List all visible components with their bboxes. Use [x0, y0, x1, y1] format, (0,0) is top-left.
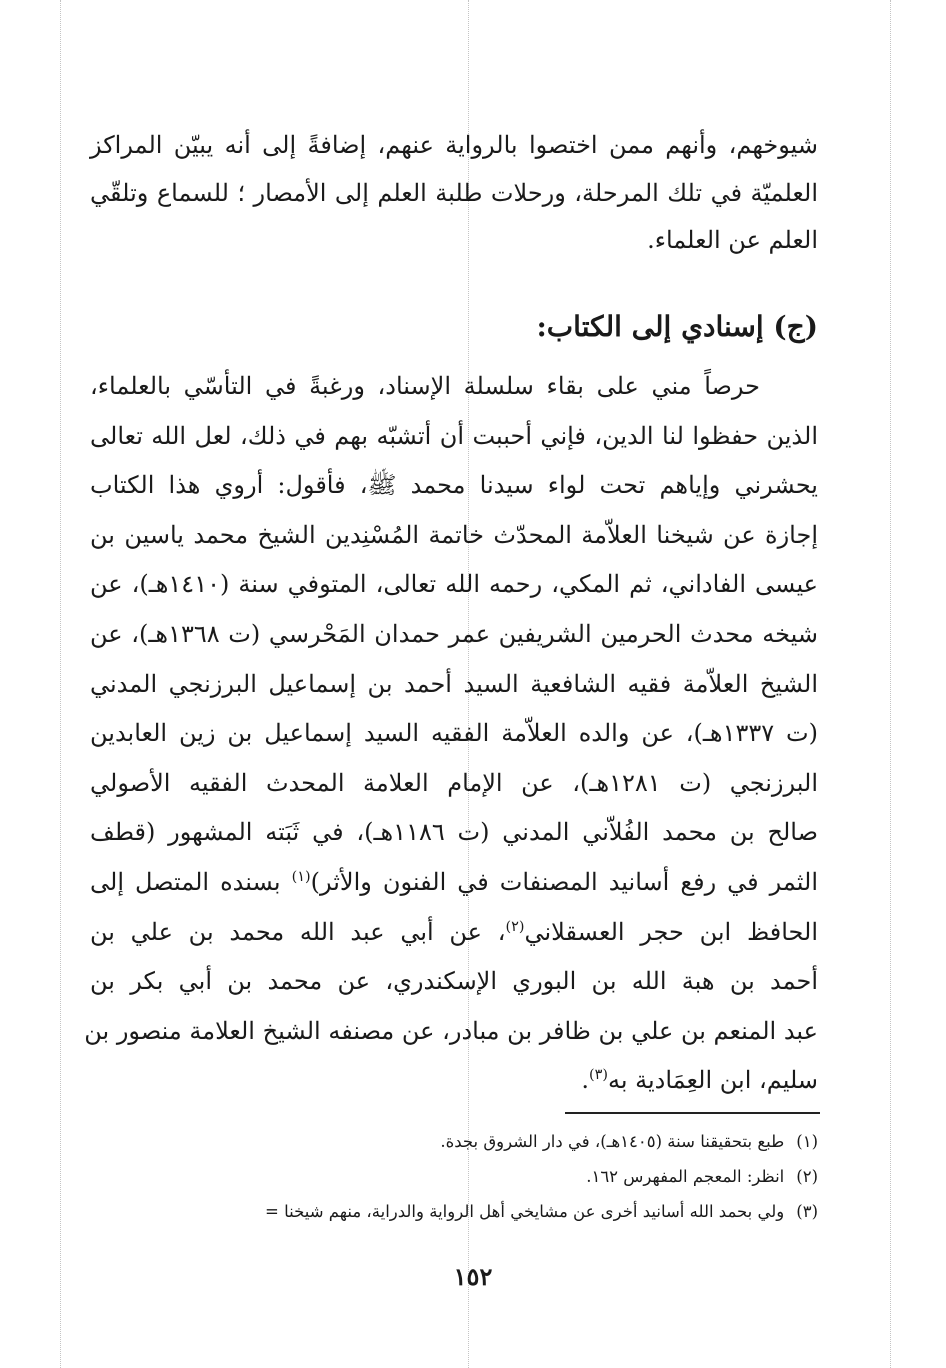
footnote-marker-3: (٣): [588, 1067, 608, 1084]
text-line: الشيخ العلاّمة فقيه الشافعية السيد أحمد بن إسماعيل البرزنجي المدني: [90, 669, 818, 698]
margin-guide-right: [890, 0, 891, 1368]
footnote-number: (٣): [796, 1202, 818, 1221]
footnotes: [60, 1124, 818, 1229]
footnote-2: [60, 1159, 818, 1194]
footnote-number: (١): [796, 1132, 818, 1151]
text-line: شيوخهم، وأنهم ممن اختصوا بالرواية عنهم، إضافةً إلى أنه يبيّن المراكز: [90, 131, 818, 159]
line-text: الحافظ ابن حجر العسقلاني: [524, 917, 818, 946]
paragraph-continuation: [90, 122, 818, 265]
footnote-text: طبع بتحقيقنا سنة (١٤٠٥هـ)، في دار الشروق بجدة.: [440, 1132, 785, 1151]
text-line: العلميّة في تلك المرحلة، ورحلات طلبة العلم إلى الأمصار ؛ للسماع وتلقّي: [90, 178, 818, 207]
footnote-text: ولي بحمد الله أسانيد أخرى عن مشايخي أهل الرواية والدراية، منهم شيخنا =: [265, 1202, 785, 1221]
footnote-1: [60, 1124, 818, 1159]
section-heading: (ج) إسنادي إلى الكتاب:: [536, 310, 818, 343]
text-line: (ت ١٣٣٧هـ)، عن والده العلاّمة الفقيه السيد إسماعيل بن زين العابدين: [90, 719, 818, 748]
line-text: سليم، ابن العِمَادية به: [607, 1066, 818, 1095]
text-line: عبد المنعم بن علي بن ظافر بن مبادر، عن مصنفه الشيخ العلامة منصور بن: [84, 1016, 818, 1045]
footnote-text: انظر: المعجم المفهرس ١٦٢.: [586, 1167, 785, 1186]
footnote-marker-2: (٢): [505, 918, 525, 935]
text-line: [90, 1056, 818, 1106]
text-line: أحمد بن هبة الله بن البوري الإسكندري، عن محمد بن أبي بكر بن: [90, 967, 818, 996]
text-line: [90, 908, 818, 958]
footnote-3: [60, 1194, 818, 1229]
footnote-divider: [565, 1112, 820, 1114]
text-line: [90, 858, 818, 908]
text-line: البرزنجي (ت ١٢٨١هـ)، عن الإمام العلامة المحدث الفقيه الأصولي: [90, 768, 818, 797]
text-line: شيخه محدث الحرمين الشريفين عمر حمدان المَحْرسي (ت ١٣٦٨هـ)، عن: [90, 619, 818, 648]
line-text: .: [581, 1066, 589, 1095]
text-line: العلم عن العلماء.: [647, 226, 818, 255]
line-text: بسنده المتصل إلى: [90, 867, 281, 896]
text-line: يحشرني وإياهم تحت لواء سيدنا محمد ﷺ، فأقول: أروي هذا الكتاب: [90, 471, 818, 500]
page-number: ١٥٢: [453, 1262, 493, 1291]
text-line: إجازة عن شيخنا العلاّمة المحدّث خاتمة المُسْنِدين الشيخ محمد ياسين بن: [90, 520, 819, 549]
line-text: ، عن أبي عبد الله محمد بن علي بن: [90, 917, 506, 946]
text-line: حرصاً مني على بقاء سلسلة الإسناد، ورغبةً في التأسّي بالعلماء،: [90, 372, 760, 400]
paragraph-isnad: [84, 362, 819, 1106]
line-text: الثمر في رفع أسانيد المصنفات في الفنون والأثر): [310, 867, 818, 896]
footnote-marker-1: (١): [291, 868, 311, 885]
footnote-number: (٢): [796, 1167, 818, 1186]
text-line: صالح بن محمد الفُلاّني المدني (ت ١١٨٦هـ)، في ثَبَته المشهور (قطف: [90, 818, 818, 847]
text-line: الذين حفظوا لنا الدين، فإني أحببت أن أتشبّه بهم في ذلك، لعل الله تعالى: [90, 421, 818, 450]
text-line: عيسى الفاداني، ثم المكي، رحمه الله تعالى، المتوفي سنة (١٤١٠هـ)، عن: [90, 570, 818, 599]
